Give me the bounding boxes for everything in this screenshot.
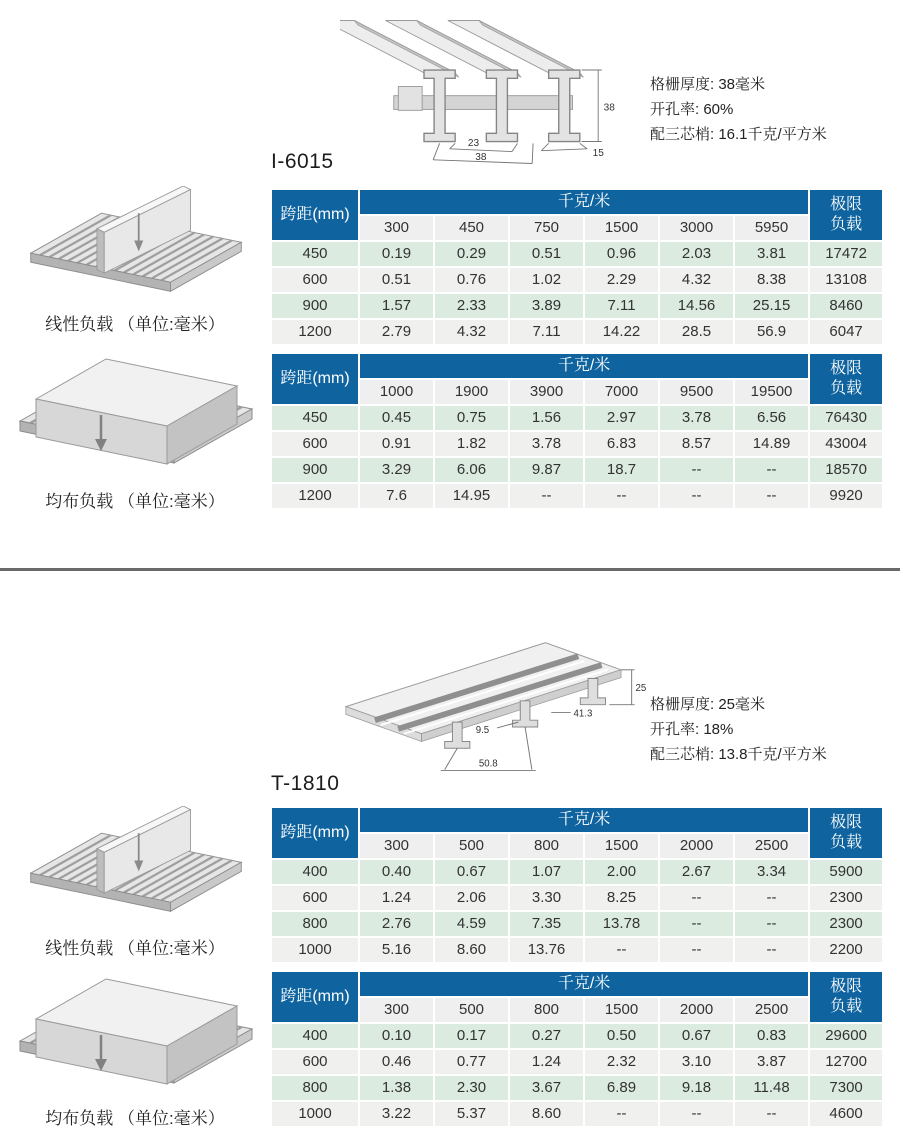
span-cell: 900 [272, 458, 358, 482]
spec-open-rate: 开孔率: 18% [650, 721, 734, 738]
value-cell: 18.7 [585, 458, 658, 482]
table-row [272, 484, 882, 508]
load-unit-header: 千克/米 [360, 972, 808, 996]
span-cell: 1000 [272, 938, 358, 962]
load-column-header: 1500 [585, 998, 658, 1022]
spec-weight: 配三芯梢: 13.8千克/平方米 [650, 746, 827, 763]
table-row [272, 1102, 882, 1126]
value-cell: 0.96 [585, 242, 658, 266]
value-cell: 6.89 [585, 1076, 658, 1100]
value-cell: -- [735, 912, 808, 936]
value-cell: 0.51 [360, 268, 433, 292]
value-cell: -- [660, 458, 733, 482]
value-cell: 3.87 [735, 1050, 808, 1074]
dim-label-flange: 15 [592, 148, 604, 160]
value-cell: 4.59 [435, 912, 508, 936]
value-cell: 0.27 [510, 1024, 583, 1048]
value-cell: -- [735, 938, 808, 962]
table-row [272, 860, 882, 884]
value-cell: 7.35 [510, 912, 583, 936]
value-cell: -- [660, 912, 733, 936]
table-row [272, 938, 882, 962]
table-row [272, 458, 882, 482]
header-row-1 [272, 808, 882, 832]
value-cell: 4.32 [660, 268, 733, 292]
span-cell: 800 [272, 1076, 358, 1100]
value-cell: 14.56 [660, 294, 733, 318]
dim-label-height: 25 [635, 683, 647, 695]
span-cell: 400 [272, 860, 358, 884]
load-column-header: 2500 [735, 834, 808, 858]
value-cell: 6.06 [435, 458, 508, 482]
value-cell: 0.83 [735, 1024, 808, 1048]
load-column-header: 750 [510, 216, 583, 240]
t1810-specs [650, 692, 895, 767]
span-cell: 450 [272, 406, 358, 430]
value-cell: -- [585, 1102, 658, 1126]
header-row-1 [272, 972, 882, 996]
span-header: 跨距(mm) [272, 972, 358, 1022]
value-cell: -- [585, 938, 658, 962]
value-cell: 28.5 [660, 320, 733, 344]
value-cell: 8.38 [735, 268, 808, 292]
value-cell: 1.38 [360, 1076, 433, 1100]
value-cell: 0.50 [585, 1024, 658, 1048]
load-column-header: 7000 [585, 380, 658, 404]
dim-label-inner: 23 [467, 138, 480, 150]
value-cell: 7.11 [585, 294, 658, 318]
table-row [272, 912, 882, 936]
header-row-2 [272, 998, 882, 1022]
load-column-header: 300 [360, 216, 433, 240]
value-cell: 3.78 [510, 432, 583, 456]
load-column-header: 1500 [585, 834, 658, 858]
t1810-uniform-load-illustration [6, 966, 266, 1098]
span-cell: 600 [272, 432, 358, 456]
ultimate-load-cell: 5900 [810, 860, 882, 884]
table-row [272, 268, 882, 292]
load-column-header: 2500 [735, 998, 808, 1022]
value-cell: 14.89 [735, 432, 808, 456]
spec-weight: 配三芯梢: 16.1千克/平方米 [650, 126, 827, 143]
value-cell: 3.10 [660, 1050, 733, 1074]
load-column-header: 9500 [660, 380, 733, 404]
value-cell: 6.56 [735, 406, 808, 430]
load-column-header: 500 [435, 834, 508, 858]
ultimate-load-cell: 8460 [810, 294, 882, 318]
dim-label-pitch: 38 [475, 151, 487, 163]
value-cell: 14.95 [435, 484, 508, 508]
value-cell: -- [660, 886, 733, 910]
span-header: 跨距(mm) [272, 354, 358, 404]
value-cell: 8.60 [510, 1102, 583, 1126]
value-cell: 11.48 [735, 1076, 808, 1100]
value-cell: 0.10 [360, 1024, 433, 1048]
header-row-2 [272, 216, 882, 240]
load-column-header: 2000 [660, 834, 733, 858]
ultimate-load-cell: 2200 [810, 938, 882, 962]
ultimate-load-header: 极限负载 [810, 972, 882, 1022]
value-cell: 0.17 [435, 1024, 508, 1048]
table-row [272, 242, 882, 266]
dim-label-web: 9.5 [475, 724, 490, 736]
value-cell: -- [510, 484, 583, 508]
value-cell: 3.81 [735, 242, 808, 266]
table-body [272, 1024, 882, 1126]
t1810-uniform-load-table [270, 970, 884, 1128]
load-column-header: 5950 [735, 216, 808, 240]
table-header [272, 190, 882, 240]
value-cell: 3.78 [660, 406, 733, 430]
ultimate-load-header: 极限负载 [810, 354, 882, 404]
ultimate-load-cell: 13108 [810, 268, 882, 292]
table-body [272, 860, 882, 962]
value-cell: -- [660, 938, 733, 962]
t1810-linear-load-table [270, 806, 884, 964]
value-cell: -- [585, 484, 658, 508]
ultimate-load-cell: 17472 [810, 242, 882, 266]
value-cell: 1.24 [510, 1050, 583, 1074]
value-cell: -- [735, 1102, 808, 1126]
ultimate-load-cell: 12700 [810, 1050, 882, 1074]
i6015-uniform-load-illustration [6, 346, 266, 478]
ultimate-load-cell: 7300 [810, 1076, 882, 1100]
table-row [272, 294, 882, 318]
spec-thickness: 格栅厚度: 25毫米 [650, 696, 766, 713]
value-cell: 0.67 [435, 860, 508, 884]
load-column-header: 19500 [735, 380, 808, 404]
span-cell: 600 [272, 886, 358, 910]
span-cell: 1000 [272, 1102, 358, 1126]
value-cell: 9.18 [660, 1076, 733, 1100]
load-column-header: 800 [510, 998, 583, 1022]
value-cell: 1.56 [510, 406, 583, 430]
ultimate-load-cell: 18570 [810, 458, 882, 482]
ultimate-load-header: 极限负载 [810, 190, 882, 240]
ultimate-load-header: 极限负载 [810, 808, 882, 858]
i6015-linear-load-table [270, 188, 884, 346]
t1810-linear-load-illustration [6, 806, 266, 924]
dim-label-pitch: 50.8 [478, 758, 498, 770]
load-column-header: 2000 [660, 998, 733, 1022]
value-cell: 2.33 [435, 294, 508, 318]
span-cell: 1200 [272, 320, 358, 344]
span-header: 跨距(mm) [272, 808, 358, 858]
value-cell: 2.32 [585, 1050, 658, 1074]
table-body [272, 242, 882, 344]
value-cell: 13.78 [585, 912, 658, 936]
value-cell: 0.45 [360, 406, 433, 430]
value-cell: 8.25 [585, 886, 658, 910]
load-column-header: 300 [360, 834, 433, 858]
load-column-header: 3900 [510, 380, 583, 404]
value-cell: 0.76 [435, 268, 508, 292]
i6015-profile-drawing [340, 4, 640, 169]
value-cell: 2.79 [360, 320, 433, 344]
t1810-linear-load-caption: 线性负载 （单位:毫米） [45, 939, 225, 958]
value-cell: 0.75 [435, 406, 508, 430]
span-cell: 900 [272, 294, 358, 318]
i6015-specs [650, 72, 895, 147]
value-cell: 0.91 [360, 432, 433, 456]
value-cell: 7.6 [360, 484, 433, 508]
i6015-uniform-load-table [270, 352, 884, 510]
ultimate-load-cell: 2300 [810, 912, 882, 936]
load-column-header: 450 [435, 216, 508, 240]
value-cell: 1.82 [435, 432, 508, 456]
i6015-uniform-load-caption: 均布负载 （单位:毫米） [45, 492, 225, 511]
value-cell: 9.87 [510, 458, 583, 482]
table-row [272, 406, 882, 430]
value-cell: 1.57 [360, 294, 433, 318]
value-cell: 7.11 [510, 320, 583, 344]
span-cell: 1200 [272, 484, 358, 508]
header-row-1 [272, 354, 882, 378]
value-cell: 0.40 [360, 860, 433, 884]
value-cell: 3.67 [510, 1076, 583, 1100]
value-cell: 6.83 [585, 432, 658, 456]
load-column-header: 800 [510, 834, 583, 858]
value-cell: 0.77 [435, 1050, 508, 1074]
value-cell: -- [660, 484, 733, 508]
i6015-linear-load-illustration [6, 186, 266, 304]
ultimate-load-cell: 29600 [810, 1024, 882, 1048]
value-cell: 1.07 [510, 860, 583, 884]
load-column-header: 1900 [435, 380, 508, 404]
table-row [272, 1024, 882, 1048]
ultimate-load-cell: 43004 [810, 432, 882, 456]
table-body [272, 406, 882, 508]
ultimate-load-cell: 4600 [810, 1102, 882, 1126]
dim-label-bar-width: 41.3 [573, 708, 593, 720]
ultimate-load-cell: 76430 [810, 406, 882, 430]
table-header [272, 972, 882, 1022]
table-row [272, 320, 882, 344]
ultimate-load-cell: 6047 [810, 320, 882, 344]
load-column-header: 3000 [660, 216, 733, 240]
load-unit-header: 千克/米 [360, 190, 808, 214]
span-cell: 400 [272, 1024, 358, 1048]
i6015-linear-load-caption: 线性负载 （单位:毫米） [45, 315, 225, 334]
value-cell: 3.34 [735, 860, 808, 884]
load-column-header: 300 [360, 998, 433, 1022]
table-header [272, 354, 882, 404]
ultimate-load-cell: 2300 [810, 886, 882, 910]
value-cell: 3.30 [510, 886, 583, 910]
value-cell: 0.19 [360, 242, 433, 266]
table-row [272, 1076, 882, 1100]
table-header [272, 808, 882, 858]
t1810-profile-drawing [342, 633, 652, 788]
value-cell: 8.60 [435, 938, 508, 962]
load-column-header: 1000 [360, 380, 433, 404]
load-column-header: 1500 [585, 216, 658, 240]
value-cell: 3.29 [360, 458, 433, 482]
value-cell: 8.57 [660, 432, 733, 456]
header-row-2 [272, 380, 882, 404]
value-cell: 13.76 [510, 938, 583, 962]
load-unit-header: 千克/米 [360, 808, 808, 832]
value-cell: 5.16 [360, 938, 433, 962]
table-row [272, 432, 882, 456]
value-cell: 2.03 [660, 242, 733, 266]
value-cell: 2.00 [585, 860, 658, 884]
header-row-2 [272, 834, 882, 858]
value-cell: 3.22 [360, 1102, 433, 1126]
value-cell: 2.67 [660, 860, 733, 884]
value-cell: 1.24 [360, 886, 433, 910]
value-cell: 2.30 [435, 1076, 508, 1100]
value-cell: 25.15 [735, 294, 808, 318]
span-cell: 450 [272, 242, 358, 266]
value-cell: 1.02 [510, 268, 583, 292]
dim-label-height: 38 [603, 102, 615, 114]
load-column-header: 500 [435, 998, 508, 1022]
value-cell: 2.97 [585, 406, 658, 430]
value-cell: 5.37 [435, 1102, 508, 1126]
value-cell: 2.76 [360, 912, 433, 936]
value-cell: 0.29 [435, 242, 508, 266]
value-cell: 14.22 [585, 320, 658, 344]
span-cell: 800 [272, 912, 358, 936]
value-cell: -- [735, 886, 808, 910]
span-cell: 600 [272, 1050, 358, 1074]
product-title-t1810: T-1810 [271, 772, 340, 795]
table-row [272, 1050, 882, 1074]
value-cell: -- [735, 484, 808, 508]
value-cell: 0.67 [660, 1024, 733, 1048]
t1810-uniform-load-caption: 均布负载 （单位:毫米） [45, 1109, 225, 1128]
spec-open-rate: 开孔率: 60% [650, 101, 734, 118]
product-title-i6015: I-6015 [271, 150, 334, 173]
value-cell: 4.32 [435, 320, 508, 344]
value-cell: 2.06 [435, 886, 508, 910]
value-cell: 3.89 [510, 294, 583, 318]
section-divider [0, 568, 900, 571]
value-cell: -- [660, 1102, 733, 1126]
clip-block [398, 87, 422, 111]
header-row-1 [272, 190, 882, 214]
span-header: 跨距(mm) [272, 190, 358, 240]
span-cell: 600 [272, 268, 358, 292]
value-cell: 56.9 [735, 320, 808, 344]
value-cell: 0.51 [510, 242, 583, 266]
ultimate-load-cell: 9920 [810, 484, 882, 508]
value-cell: 0.46 [360, 1050, 433, 1074]
load-unit-header: 千克/米 [360, 354, 808, 378]
value-cell: -- [735, 458, 808, 482]
table-row [272, 886, 882, 910]
spec-thickness: 格栅厚度: 38毫米 [650, 76, 766, 93]
value-cell: 2.29 [585, 268, 658, 292]
